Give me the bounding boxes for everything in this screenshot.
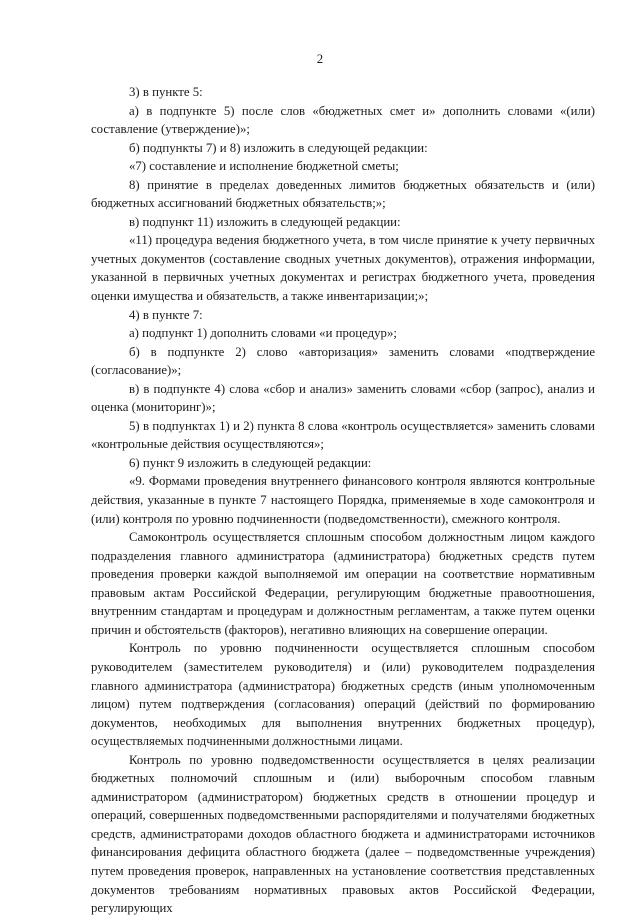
paragraph: 6) пункт 9 изложить в следующей редакции:	[129, 455, 372, 470]
paragraph: Самоконтроль осуществляется сплошным способом должностным лицом каждого подразделения главного администратора (администратора) бюджетных средств путем проведения проверки каждой выполняемой им операции на соответствие нормативным правовым актам Российской Федерации, регулирующим бюджетные правоотношения, внутренним стандартам и процедурам и должностным регламентам, а также путем оценки причин и обстоятельств (факторов), негативно влияющих на совершение операции.	[91, 530, 595, 637]
paragraph: 5) в подпунктах 1) и 2) пункта 8 слова «контроль осуществляется» заменить словами «контрольные действия осуществляются»;	[91, 418, 595, 452]
paragraph: а) в подпункте 5) после слов «бюджетных смет и» дополнить словами «(или) составление (утверждение)»;	[91, 103, 595, 137]
paragraph: «9. Формами проведения внутреннего финансового контроля являются контрольные действия, указанные в пункте 7 настоящего Порядка, применяемые в ходе самоконтроля и (или) контроля по уровню подчиненности (подведомственности), смежного контроля.	[91, 474, 595, 526]
paragraph: Контроль по уровню подведомственности осуществляется в целях реализации бюджетных полномочий сплошным и (или) выборочным способом главным администратором (администратором) бюджетных средств в отношении процедур и операций, совершенных подведомственными распорядителями и получателями бюджетных средств, администраторами доходов областного бюджета и администраторами источников финансирования дефицита областного бюджета (далее – подведомственные учреждения) путем проведения проверок, направленных на установление соответствия представленных документов требованиям нормативных правовых актов Российской Федерации, регулирующих	[91, 752, 595, 916]
paragraph: б) подпункты 7) и 8) изложить в следующей редакции:	[129, 140, 428, 155]
paragraph: в) в подпункте 4) слова «сбор и анализ» заменить словами «сбор (запрос), анализ и оценка (мониторинг)»;	[91, 381, 595, 415]
paragraph: б) в подпункте 2) слово «авторизация» заменить словами «подтверждение (согласование)»;	[91, 344, 595, 378]
paragraph: 4) в пункте 7:	[129, 307, 203, 322]
paragraph: Контроль по уровню подчиненности осуществляется сплошным способом руководителем (заместителем руководителя) и (или) руководителем подразделения главного администратора (администратора) бюджетных средств (иным уполномоченным лицом) путем подтверждения (согласования) операций (действий по формированию документов, необходимых для выполнения внутренних бюджетных процедур), осуществляемых подчиненными должностными лицами.	[91, 641, 595, 749]
paragraph: «11) процедура ведения бюджетного учета, в том числе принятие к учету первичных учетных документов (составление сводных учетных документов), отражения информации, указанной в первичных учетных документах и регистрах бюджетного учета, проведения оценки имущества и обязательств, а также инвентаризации;»;	[91, 233, 595, 304]
paragraph: «7) составление и исполнение бюджетной сметы;	[129, 159, 399, 174]
document-body	[91, 83, 595, 918]
paragraph: в) подпункт 11) изложить в следующей редакции:	[129, 214, 401, 229]
paragraph: а) подпункт 1) дополнить словами «и процедур»;	[129, 326, 397, 341]
paragraph: 3) в пункте 5:	[129, 85, 203, 99]
page-number: 2	[316, 52, 324, 66]
paragraph: 8) принятие в пределах доведенных лимитов бюджетных обязательств и (или) бюджетных ассигнований бюджетных обязательств;»;	[91, 177, 595, 211]
